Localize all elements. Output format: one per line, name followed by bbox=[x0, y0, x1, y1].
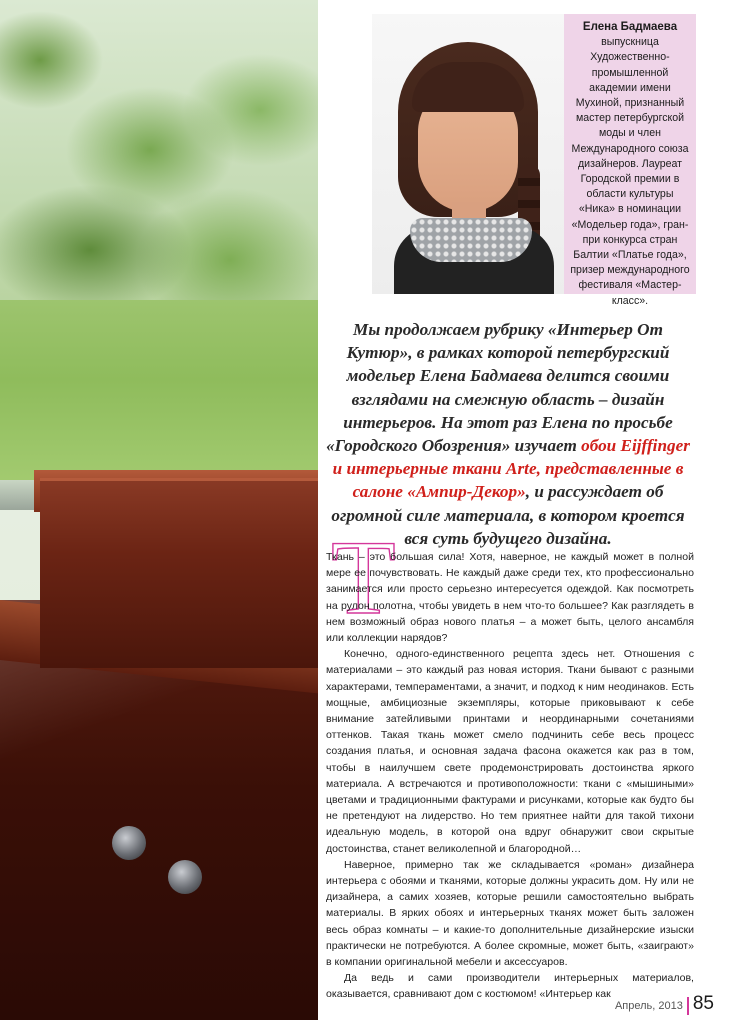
body-paragraph: Конечно, одного-единственного рецепта здесь нет. Отношения с материалами – это каждый раз новая история. Ткани бывают с разными характерами, темпераментами, а значит, и подход к ним неодинаков. Есть мощные, амбициозные экземпляры, которые приковывают к себе внимание затейливыми принтами и неординарными сочетаниями оттенков. Такая ткань может смело подчинить себе весь процесс создания платья, и основная задача фасона окажется как раз в том, чтобы в наилучшем свете продемонстрировать достоинства яркого материала. А встречаются и противоположности: ткани с «мышиными» цветами и традиционными фактурами и рисунками, которые как будто бы не претендуют на лидерство. Но тем приятнее найти для такой тихони идеальную модель, в которой она вдруг обнаружит свои скрытые достоинства, станет великолепной и благородной… bbox=[326, 648, 694, 855]
drawer-knob bbox=[112, 826, 146, 860]
lead-text-2: , и рассуждает об огромной силе материала, в котором кроется вся суть будущего дизайна. bbox=[331, 482, 685, 548]
wooden-chest bbox=[40, 478, 318, 668]
lead-highlight: обои Eijffinger и интерьерные ткани Arte, представленные в салоне «Ампир-Декор» bbox=[332, 436, 690, 502]
article-lead bbox=[322, 318, 694, 550]
article-body bbox=[326, 549, 694, 1003]
body-paragraph: Наверное, примерно так же складывается «роман» дизайнера интерьера с обоями и тканями, которые должны украсить дом. Ну или не дизайнера, а самих хозяев, которые решили самостоятельно выбрать материалы. В ярких обоях и интерьерных тканях может быть заложен весь образ комнаты – и какие-то дополнительные дизайнерские изыски практически не потребуются. А более скромные, может быть, «заиграют» в компании оригинальной мебели и аксессуаров. bbox=[326, 858, 694, 969]
garden-foliage bbox=[0, 0, 318, 330]
bio-name: Елена Бадмаева bbox=[582, 21, 678, 33]
body-paragraph: Ткань – это большая сила! Хотя, наверное, не каждый может в полной мере ее почувствовать. Не каждый даже среди тех, кто профессионально занимается или просто серьезно интересуется одеждой. Как посмотреть на рулон полотна, чтобы увидеть в нем что-то большее? Как разглядеть в нем возможный образ нового платья – а может быть, целого ансамбля или коллекции нарядов? bbox=[326, 551, 694, 645]
portrait-pearl-collar bbox=[410, 218, 532, 262]
bio-text-block bbox=[568, 20, 692, 309]
page-footer bbox=[615, 993, 714, 1015]
bio-description: выпускница Художественно-промышленной академии имени Мухиной, признанный мастер петербургской моды и член Международного союза дизайнеров. Лауреат Городской премии в области культуры «Ника» в номинации «Модельер года», гран-при конкурса стран Балтии «Платье года», призер международного фестиваля «Мастер-класс». bbox=[570, 36, 690, 307]
author-portrait bbox=[372, 14, 564, 294]
page-number: 85 bbox=[692, 993, 714, 1014]
body-paragraph: Да ведь и сами производители интерьерных материалов, оказывается, сравнивают дом с костюмом! «Интерьер как bbox=[326, 972, 694, 1001]
drop-cap: Т bbox=[331, 519, 396, 636]
issue-date: Апрель, 2013 bbox=[614, 1000, 683, 1012]
lead-text-1: Мы продолжаем рубрику «Интерьер От Кутюр», в рамках которой петербургский модельер Елена Бадмаева делится своими взглядами на смежную область – дизайн интерьеров. На этот раз Елена по просьбе «Городского Обозрения» изучает bbox=[326, 320, 673, 456]
drawer-knob bbox=[168, 860, 202, 894]
footer-divider bbox=[687, 997, 689, 1015]
interior-photo bbox=[0, 0, 318, 1020]
